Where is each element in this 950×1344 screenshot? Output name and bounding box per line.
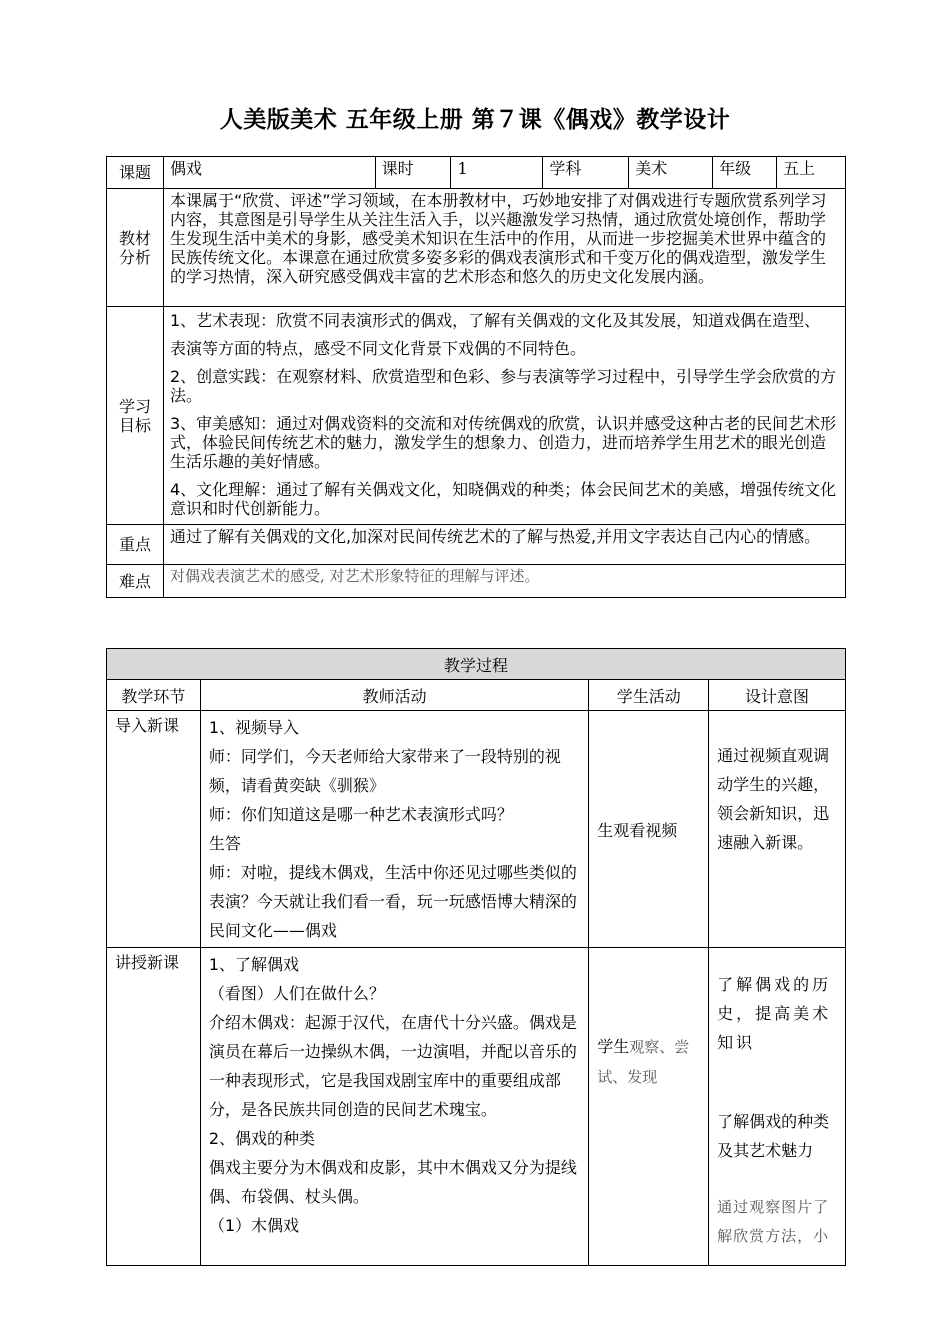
goal-item: 1、艺术表现：欣赏不同表演形式的偶戏，了解有关偶戏的文化及其发展，知道戏偶在造型、 [169, 311, 821, 330]
topic-value: 偶戏 [163, 157, 375, 189]
period-value: 1 [451, 157, 543, 189]
teaching-process-table [106, 648, 846, 1266]
grade-value: 五上 [777, 157, 846, 189]
teacher-line: 2、偶戏的种类 [208, 1129, 316, 1148]
design-intent-cell: 通过视频直观调动学生的兴趣，领会新知识，迅速融入新课。 [709, 711, 846, 948]
course-info-table [106, 156, 846, 598]
grade-label: 年级 [713, 157, 777, 189]
process-column-headers [107, 680, 846, 711]
goal-item: 4、文化理解：通过了解有关偶戏文化，知晓偶戏的种类；体会民间艺术的美感，增强传统文化意识和时代创新能力。 [169, 480, 837, 518]
column-header: 学生活动 [589, 680, 709, 711]
teacher-activity-cell [200, 948, 588, 1266]
difficulty-text: 对偶戏表演艺术的感受, 对艺术形象特征的理解与评述。 [163, 565, 845, 598]
topic-label: 课题 [107, 157, 164, 189]
teacher-line: 师：同学们，今天老师给大家带来了一段特别的视频，请看黄奕缺《驯猴》 [208, 747, 561, 795]
teacher-line: 生答 [208, 834, 241, 853]
teacher-line: 介绍木偶戏：起源于汉代，在唐代十分兴盛。偶戏是演员在幕后一边操纵木偶，一边演唱，并配以音乐的一种表现形式，它是我国戏剧宝库中的重要组成部分，是各民族共同创造的民间艺术瑰宝。 [208, 1013, 577, 1119]
key-point-row [107, 525, 846, 565]
analysis-text: 本课属于“欣赏、评述”学习领域，在本册教材中，巧妙地安排了对偶戏进行专题欣赏系列学习内容，其意图是引导学生从关注生活入手，以兴趣激发学习热情，通过欣赏处境创作，帮助学生发现生活中美术的身影，感受美术知识在生活中的作用，从而进一步挖掘美术世界中蕴含的民族传统文化。本课意在通过欣赏多姿多彩的偶戏表演形式和千变万化的偶戏造型，激发学生的学习热情，深入研究感受偶戏丰富的艺术形态和悠久的历史文化发展内涵。 [163, 189, 845, 307]
stage-cell: 讲授新课 [107, 948, 201, 1266]
teacher-line: （1）木偶戏 [208, 1216, 300, 1235]
table-row [107, 948, 846, 1266]
teacher-activity-cell [200, 711, 588, 948]
analysis-row [107, 189, 846, 307]
column-header: 教学环节 [107, 680, 201, 711]
goal-item: 3、审美感知：通过对偶戏资料的交流和对传统偶戏的欣赏，认识并感受这种古老的民间艺术形式，体验民间传统艺术的魅力，激发学生的想象力、创造力，进而培养学生用艺术的眼光创造生活乐趣的美好情感。 [169, 414, 837, 471]
teacher-line: 师：你们知道这是哪一种艺术表演形式吗？ [208, 805, 513, 824]
teacher-line: 1、了解偶戏 [208, 955, 300, 974]
teacher-line: （看图）人们在做什么？ [208, 984, 385, 1003]
key-point-text: 通过了解有关偶戏的文化,加深对民间传统艺术的了解与热爱,并用文字表达自己内心的情感。 [163, 525, 845, 565]
process-heading-row [107, 649, 846, 680]
goal-item: 2、创意实践：在观察材料、欣赏造型和色彩、参与表演等学习过程中，引导学生学会欣赏的方法。 [169, 367, 837, 405]
page-title: 人美版美术 五年级上册 第７课《偶戏》教学设计 [219, 107, 731, 133]
student-activity-cell: 学生观察、尝试、发现 [589, 948, 709, 1266]
column-header: 设计意图 [709, 680, 846, 711]
intent-line: 了解偶戏的种类及其艺术魅力 [717, 1112, 830, 1160]
difficulty-label: 难点 [107, 565, 164, 598]
goals-row [107, 307, 846, 525]
key-point-label: 重点 [107, 525, 164, 565]
subject-value: 美术 [629, 157, 713, 189]
goals-text [163, 307, 845, 525]
teacher-line: 偶戏主要分为木偶戏和皮影，其中木偶戏又分为提线偶、布袋偶、杖头偶。 [208, 1158, 577, 1206]
design-intent-cell [709, 948, 846, 1266]
intent-line: 了解偶戏的历史，提高美术知识 [717, 975, 832, 1052]
goals-label: 学习 目标 [107, 307, 164, 525]
intent-line: 通过观察图片了解欣赏方法，小 [717, 1198, 830, 1245]
period-label: 课时 [375, 157, 451, 189]
analysis-label: 教材 分析 [107, 189, 164, 307]
student-activity-cell: 生观看视频 [589, 711, 709, 948]
info-row [107, 157, 846, 189]
process-heading: 教学过程 [107, 649, 846, 680]
column-header: 教师活动 [200, 680, 588, 711]
difficulty-row [107, 565, 846, 598]
stage-cell: 导入新课 [107, 711, 201, 948]
table-row [107, 711, 846, 948]
teacher-line: 1、视频导入 [208, 718, 300, 737]
teacher-line: 师：对啦，提线木偶戏，生活中你还见过哪些类似的表演？今天就让我们看一看，玩一玩感悟博大精深的民间文化——偶戏 [208, 863, 577, 940]
subject-label: 学科 [543, 157, 629, 189]
goal-item: 表演等方面的特点，感受不同文化背景下戏偶的不同特色。 [169, 339, 586, 358]
